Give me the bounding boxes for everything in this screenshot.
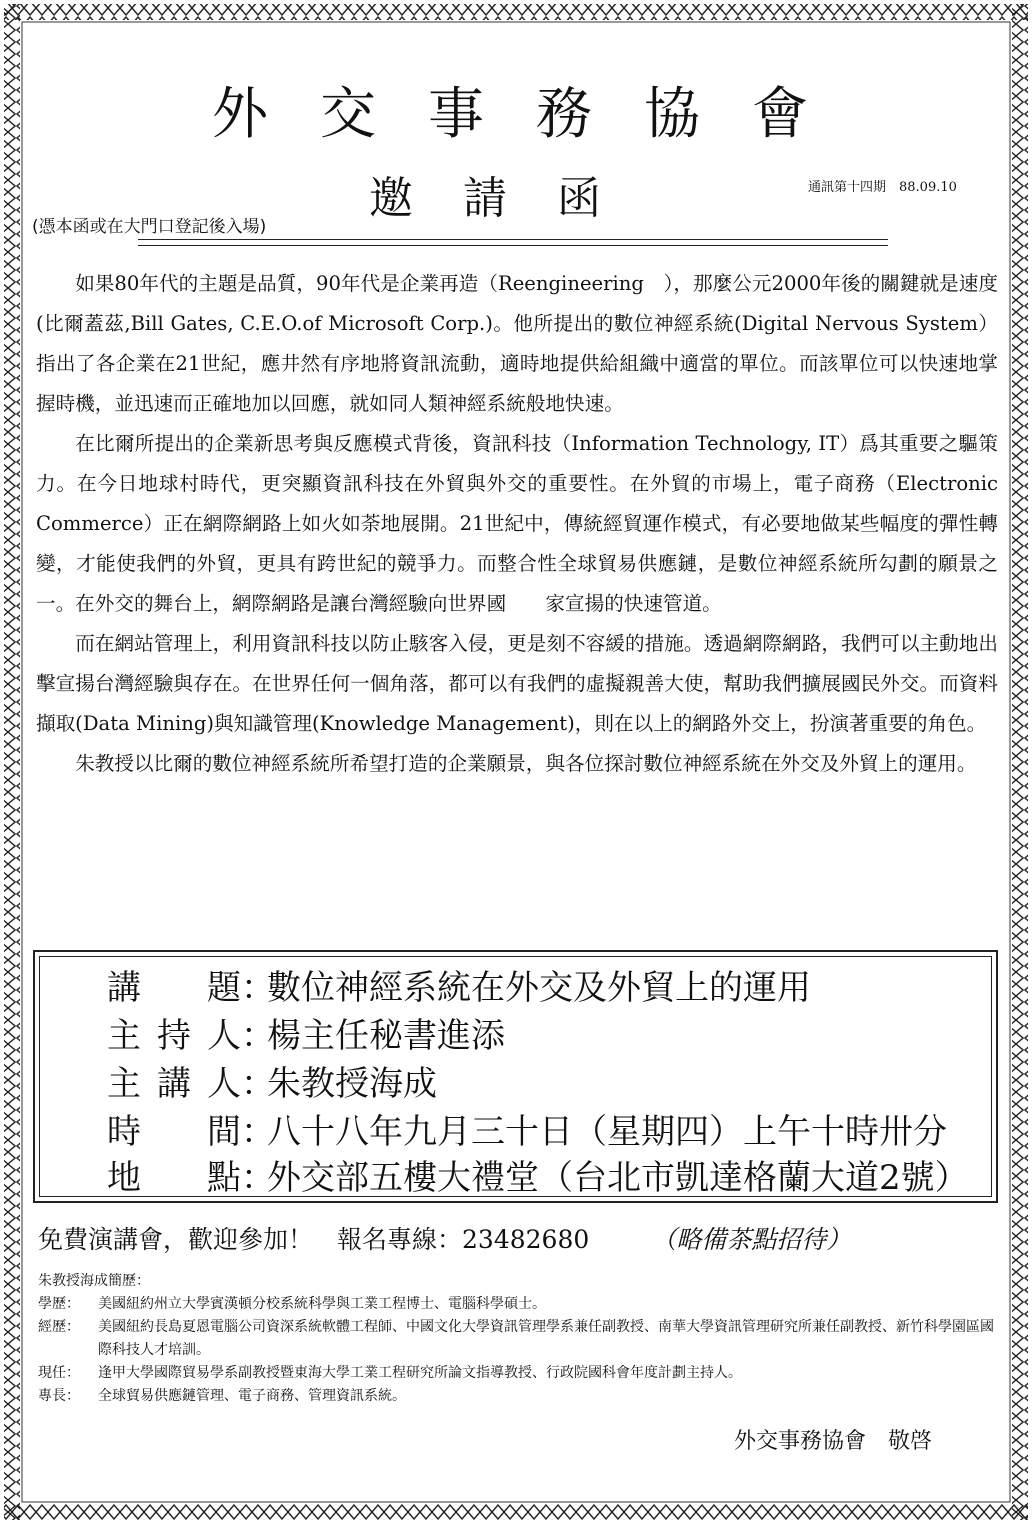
paragraph: 朱教授以比爾的數位神經系統所希望打造的企業願景，與各位探討數位神經系統在外交及外貿上的運用。 bbox=[75, 752, 977, 775]
free-lecture-text: 免費演講會，歡迎參加！ bbox=[38, 1225, 314, 1254]
registration-line bbox=[38, 1220, 851, 1256]
event-label: 主講人 bbox=[107, 1064, 241, 1104]
event-speaker: 主講人：朱教授海成 bbox=[107, 1056, 437, 1105]
event-value: 數位神經系統在外交及外貿上的運用 bbox=[267, 968, 811, 1008]
event-label: 地點 bbox=[107, 1158, 241, 1198]
event-value: 楊主任秘書進添 bbox=[267, 1016, 505, 1056]
event-host: 主持人：楊主任秘書進添 bbox=[107, 1008, 505, 1057]
paragraph: 如果80年代的主題是品質，90年代是企業再造（Reengineering ），那麼公元2000年後的關鍵就是速度(比爾蓋茲,Bill Gates, C.E.O.of Microsoft Corp.)。他所提出的數位神經系統(Digital Nervous System）指出了各企業在21世紀，應井然有序地將資訊流動，適時地提供給組織中適當的單位。而該單位可以快速地掌握時機，並迅速而正確地加以回應，就如同人類神經系統般地快速。 bbox=[36, 272, 998, 415]
issue-number: 通訊第十四期 88.09.10 bbox=[808, 180, 957, 195]
bio-row: 現任： 逢甲大學國際貿易學系副教授暨東海大學工業工程研究所論文指導教授、行政院國科會年度計劃主持人。 bbox=[38, 1365, 742, 1381]
entry-note: (憑本函或在大門口登記後入場) bbox=[32, 217, 267, 237]
event-value: 朱教授海成 bbox=[267, 1064, 437, 1104]
organization-title: 外交事務協會 bbox=[212, 82, 860, 147]
bio-row: 經歷： 美國紐約長島夏恩電腦公司資深系統軟體工程師、中國文化大學資訊管理學系兼任副教授、南華大學資訊管理研究所兼任副教授、新竹科學園區國際科技人才培訓。 bbox=[38, 1319, 994, 1358]
paragraph: 而在網站管理上，利用資訊科技以防止駭客入侵，更是刻不容緩的措施。透過網際網路，我們可以主動地出擊宣揚台灣經驗與存在。在世界任何一個角落，都可以有我們的虛擬親善大使，幫助我們擴展國民外交。而資料擷取(Data Mining)與知識管理(Knowledge Management)，則在以上的網路外交上，扮演著重要的角色。 bbox=[36, 632, 998, 735]
divider bbox=[138, 245, 888, 246]
paragraph: 在比爾所提出的企業新思考與反應模式背後，資訊科技（Information Technology, IT）爲其重要之驅策力。在今日地球村時代，更突顯資訊科技在外貿與外交的重要性。在外貿的市場上，電子商務（Electronic Commerce）正在網際網路上如火如荼地展開。21世紀中，傳統經貿運作模式，有必要地做某些幅度的彈性轉變，才能使我們的外貿，更具有跨世紀的競爭力。而整合性全球貿易供應鏈，是數位神經系統所勾劃的願景之一。在外交的舞台上，網際網路是讓台灣經驗向世界國 家宣揚的快速管道。 bbox=[36, 432, 998, 615]
signature: 外交事務協會 敬啓 bbox=[734, 1429, 933, 1454]
body-text bbox=[36, 264, 998, 784]
event-value: 八十八年九月三十日（星期四）上午十時卅分 bbox=[267, 1112, 947, 1152]
speaker-bio bbox=[38, 1270, 998, 1408]
bio-heading: 朱教授海成簡歷： bbox=[38, 1273, 150, 1289]
event-label: 講題 bbox=[107, 968, 241, 1008]
bio-row: 專長： 全球貿易供應鏈管理、電子商務、管理資訊系統。 bbox=[38, 1388, 406, 1404]
event-location: 地點：外交部五樓大禮堂（台北市凱達格蘭大道2號） bbox=[107, 1150, 969, 1199]
event-details-box bbox=[33, 950, 998, 1203]
event-time: 時間：八十八年九月三十日（星期四）上午十時卅分 bbox=[107, 1104, 947, 1153]
divider bbox=[138, 239, 888, 240]
event-topic: 講題：數位神經系統在外交及外貿上的運用 bbox=[107, 960, 811, 1009]
event-label: 主持人 bbox=[107, 1016, 241, 1056]
document-type: 邀請函 bbox=[369, 173, 651, 224]
refreshments-note: （略備茶點招待） bbox=[651, 1225, 852, 1254]
event-label: 時間 bbox=[107, 1112, 241, 1152]
registration-hotline: 報名專線：23482680 bbox=[337, 1225, 590, 1254]
event-value: 外交部五樓大禮堂（台北市凱達格蘭大道2號） bbox=[267, 1158, 969, 1198]
bio-row: 學歷： 美國紐約州立大學賓漢頓分校系統科學與工業工程博士、電腦科學碩士。 bbox=[38, 1296, 546, 1312]
